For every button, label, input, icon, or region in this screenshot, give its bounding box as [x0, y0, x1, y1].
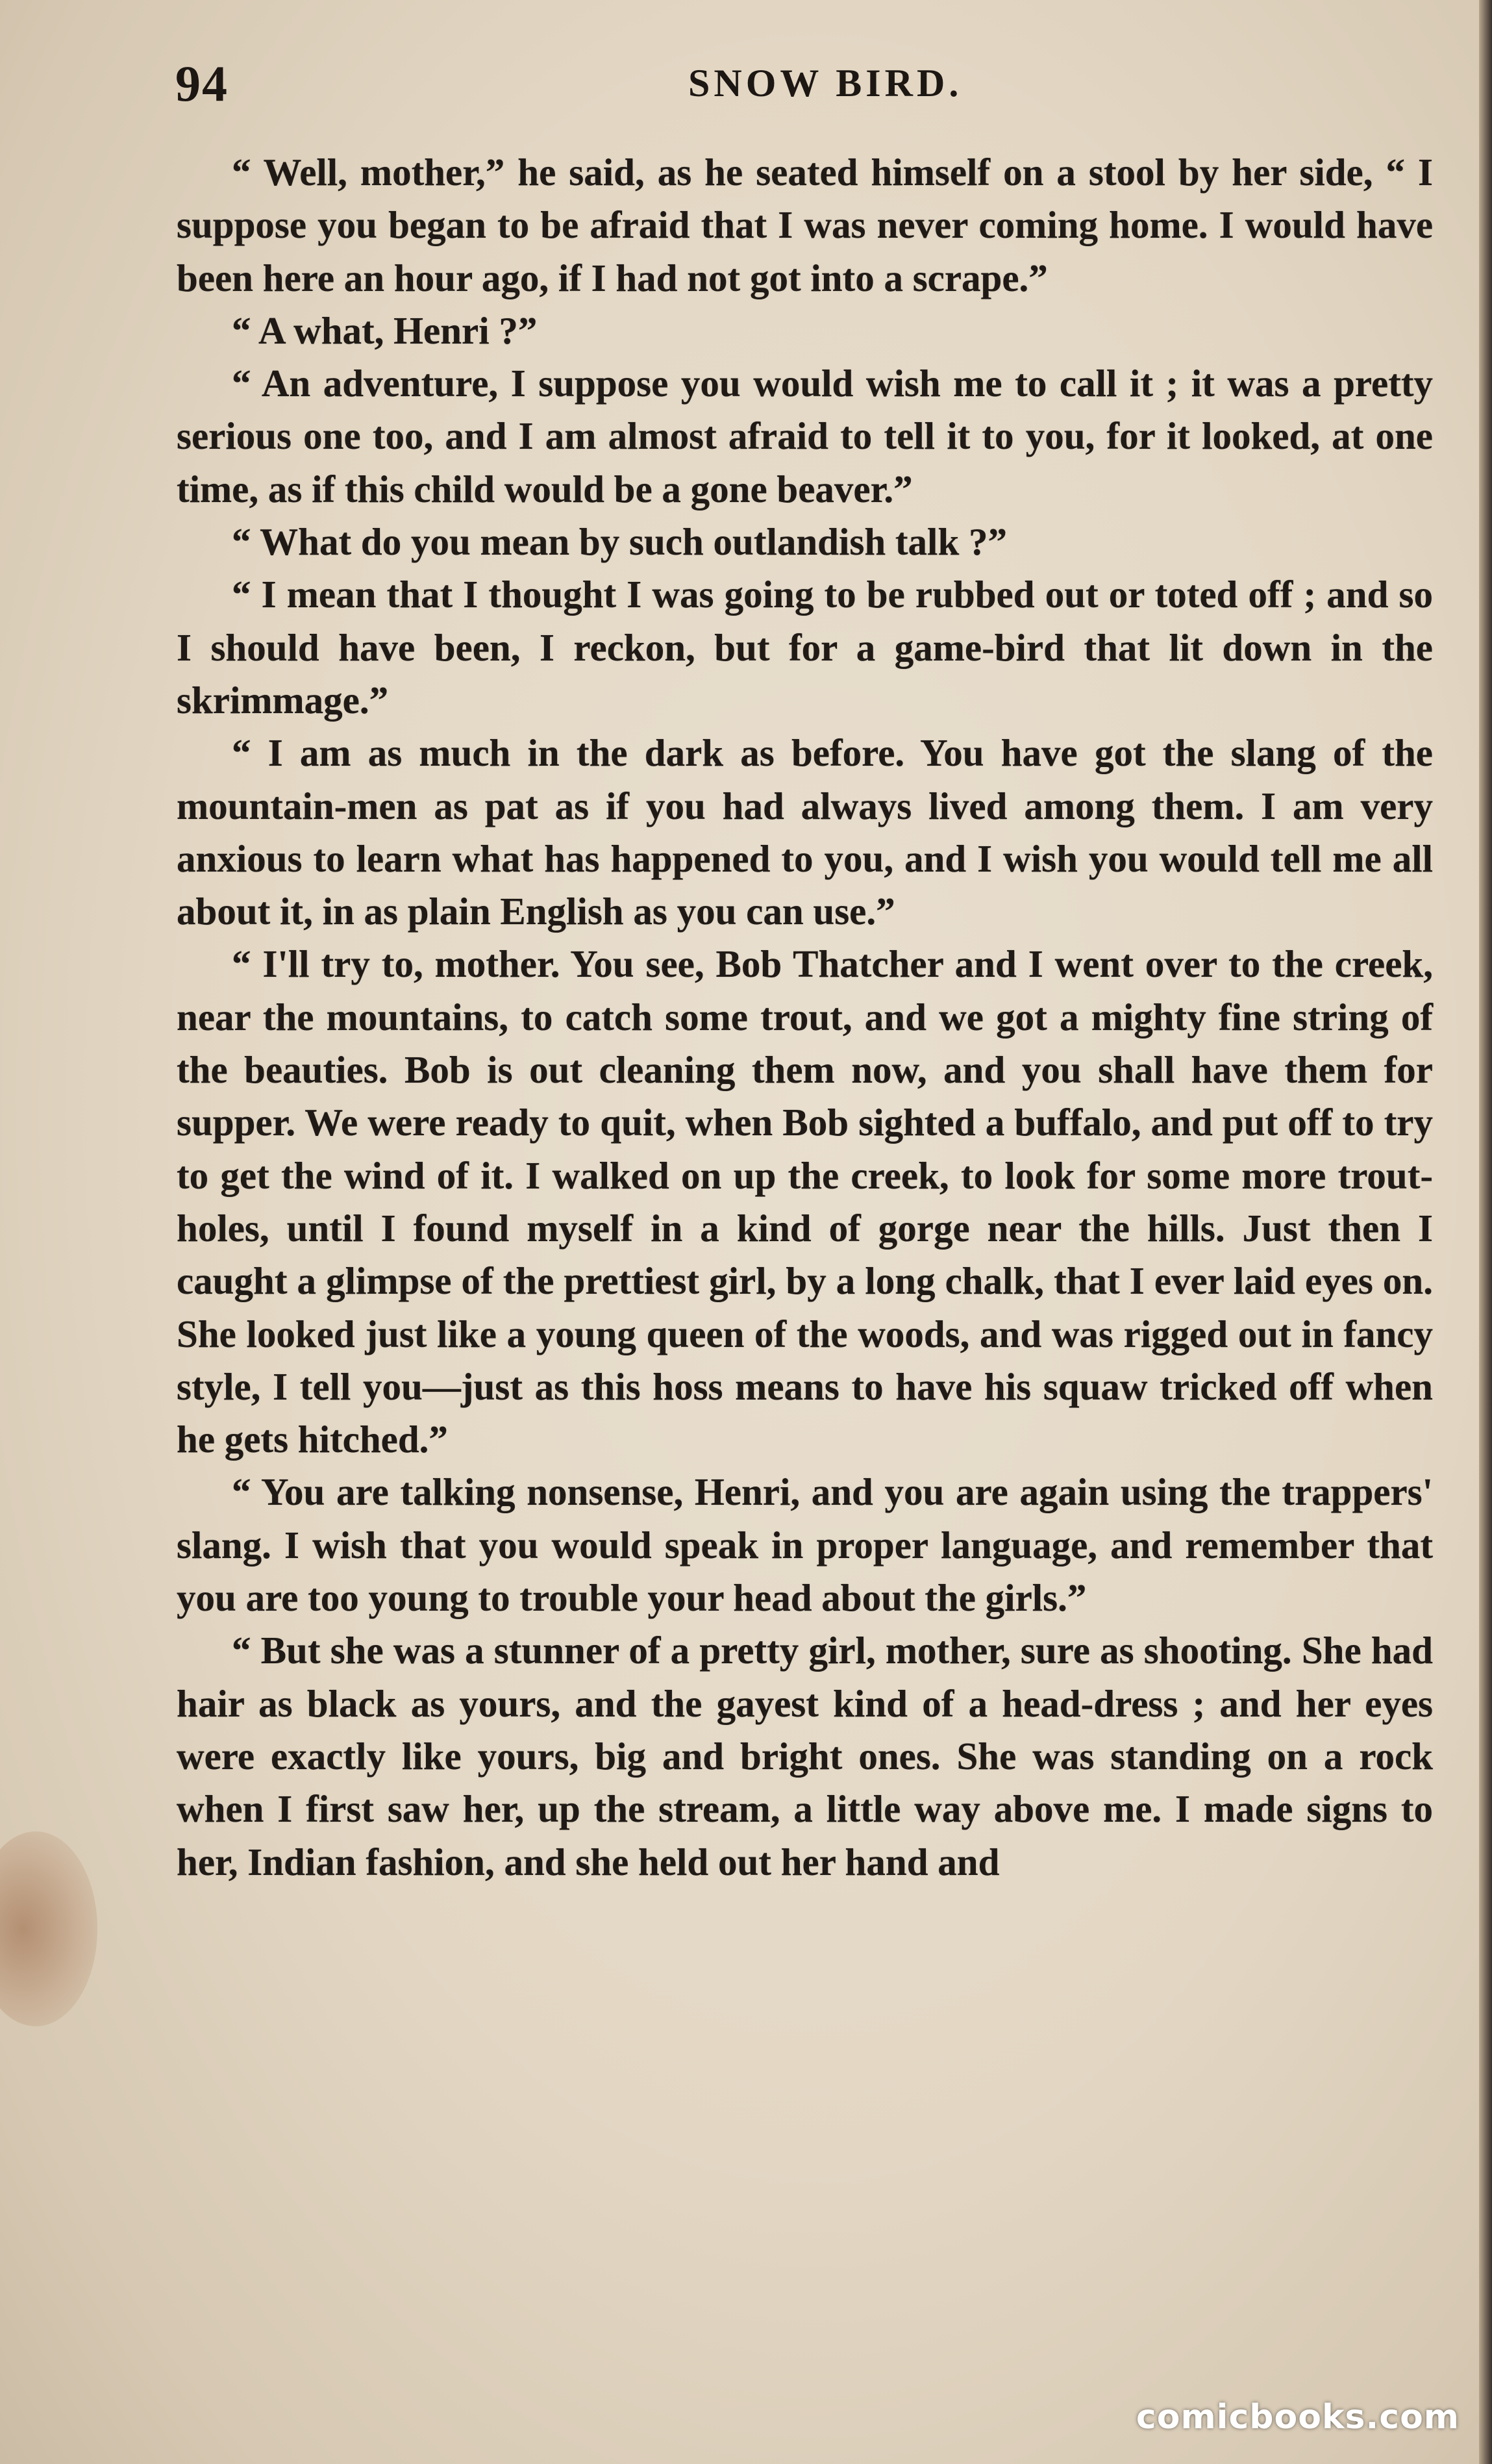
paragraph: “ An adventure, I suppose you would wish me to call it ; it was a pretty serious one too, and I am almost afraid to tell it to you, for it looked, at one time, as if this child would be a gone beaver.” — [177, 362, 1433, 510]
paragraph: “ You are talking nonsense, Henri, and you are again using the trappers' slang. I wish that you would speak in proper language, and remember that you are too young to trouble your head about the girls.” — [177, 1470, 1433, 1620]
paragraph: “ But she was a stunner of a pretty girl, mother, sure as shooting. She had hair as black as yours, and the gayest kind of a head-dress ; and her eyes were exactly like yours, big and bright ones. She was standing on a rock when I first saw her, up the stream, a little way above me. I made signs to her, Indian fashion, and she held out her hand and — [177, 1629, 1433, 1883]
paragraph: “ What do you mean by such outlandish talk ?” — [232, 520, 1008, 564]
page-number: 94 — [175, 55, 229, 112]
page-edge-shadow — [1479, 0, 1492, 2464]
paragraph: “ A what, Henri ?” — [232, 308, 538, 352]
paragraph: “ I mean that I thought I was going to be rubbed out or toted off ; and so I should have been, I reckon, but for a game-bird that lit down in the skrimmage.” — [177, 573, 1433, 722]
watermark: comicbooks.com — [1136, 2398, 1460, 2437]
body-text — [177, 146, 1433, 1889]
page-header — [175, 55, 1435, 112]
paragraph: “ Well, mother,” he said, as he seated himself on a stool by her side, “ I suppose you began to be afraid that I was never coming home. I would have been here an hour ago, if I had not got into a scrape.” — [177, 151, 1433, 299]
paragraph: “ I'll try to, mother. You see, Bob Thatcher and I went over to the creek, near the mountains, to catch some trout, and we got a mighty fine string of the beauties. Bob is out cleaning them now, and you shall have them for supper. We were ready to quit, when Bob sighted a buffalo, and put off to try to get the wind of it. I walked on up the creek, to look for some more trout-holes, until I found myself in a kind of gorge near the hills. Just then I caught a glimpse of the prettiest girl, by a long chalk, that I ever laid eyes on. She looked just like a young queen of the woods, and was rigged out in fancy style, I tell you—just as this hoss means to have his squaw tricked off when he gets hitched.” — [177, 942, 1433, 1461]
page-stain — [0, 1831, 97, 2026]
running-head: SNOW BIRD. — [688, 62, 963, 105]
paragraph: “ I am as much in the dark as before. You have got the slang of the mountain-men as pat as if you had always lived among them. I am very anxious to learn what has happened to you, and I wish you would tell me all about it, in as plain English as you can use.” — [177, 731, 1433, 933]
